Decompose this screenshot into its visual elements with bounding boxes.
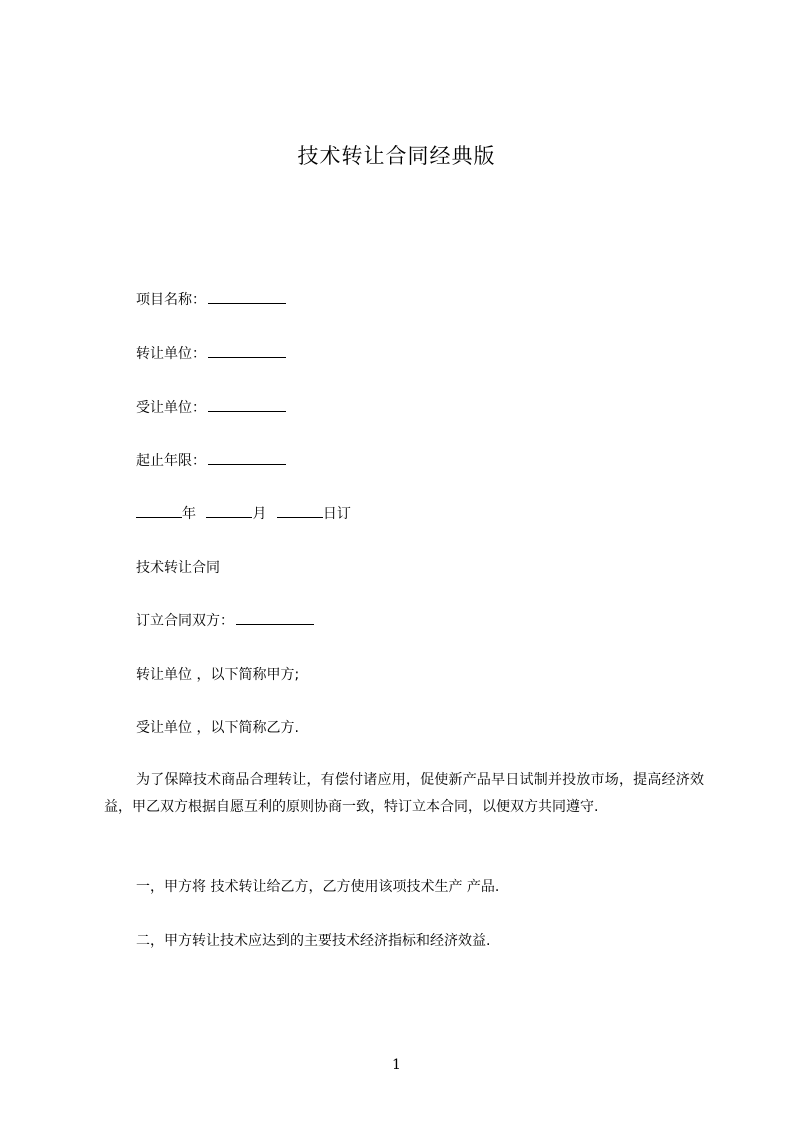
year-blank xyxy=(136,503,182,518)
intro-paragraph: 为了保障技术商品合理转让，有偿付诸应用，促使新产品早日试制并投放市场，提高经济效益，甲乙双方根据自愿互利的原则协商一致，特订立本合同，以便双方共同遵守. xyxy=(104,772,704,815)
field-period xyxy=(136,450,286,472)
month-label: 月 xyxy=(252,506,267,522)
clause-1: 一，甲方将 技术转让给乙方，乙方使用该项技术生产 产品. xyxy=(136,879,500,895)
field-transferee-label: 受让单位： xyxy=(136,400,206,416)
field-transferee xyxy=(136,397,286,419)
field-transferor xyxy=(136,343,286,365)
party-b-line: 受让单位 ，以下简称乙方. xyxy=(136,720,299,736)
page-number: 1 xyxy=(392,1057,401,1073)
parties-label: 订立合同双方： xyxy=(136,613,234,629)
parties-line xyxy=(136,610,314,632)
day-blank xyxy=(277,503,323,518)
month-blank xyxy=(206,503,252,518)
project-name-blank xyxy=(208,289,286,304)
party-a-line: 转让单位 ，以下简称甲方; xyxy=(136,667,300,683)
date-line xyxy=(136,503,351,525)
field-transferor-label: 转让单位： xyxy=(136,346,206,362)
day-label: 日订 xyxy=(322,506,351,522)
year-label: 年 xyxy=(182,506,196,522)
field-project-name-label: 项目名称： xyxy=(136,292,206,308)
field-period-label: 起止年限： xyxy=(136,453,206,469)
parties-blank xyxy=(236,610,314,625)
transferor-blank xyxy=(208,343,286,358)
field-project-name xyxy=(136,289,286,311)
transferee-blank xyxy=(208,397,286,412)
period-blank xyxy=(208,450,286,465)
contract-heading: 技术转让合同 xyxy=(136,560,220,576)
document-title: 技术转让合同经典版 xyxy=(297,144,496,168)
clause-2: 二，甲方转让技术应达到的主要技术经济指标和经济效益. xyxy=(136,933,491,949)
